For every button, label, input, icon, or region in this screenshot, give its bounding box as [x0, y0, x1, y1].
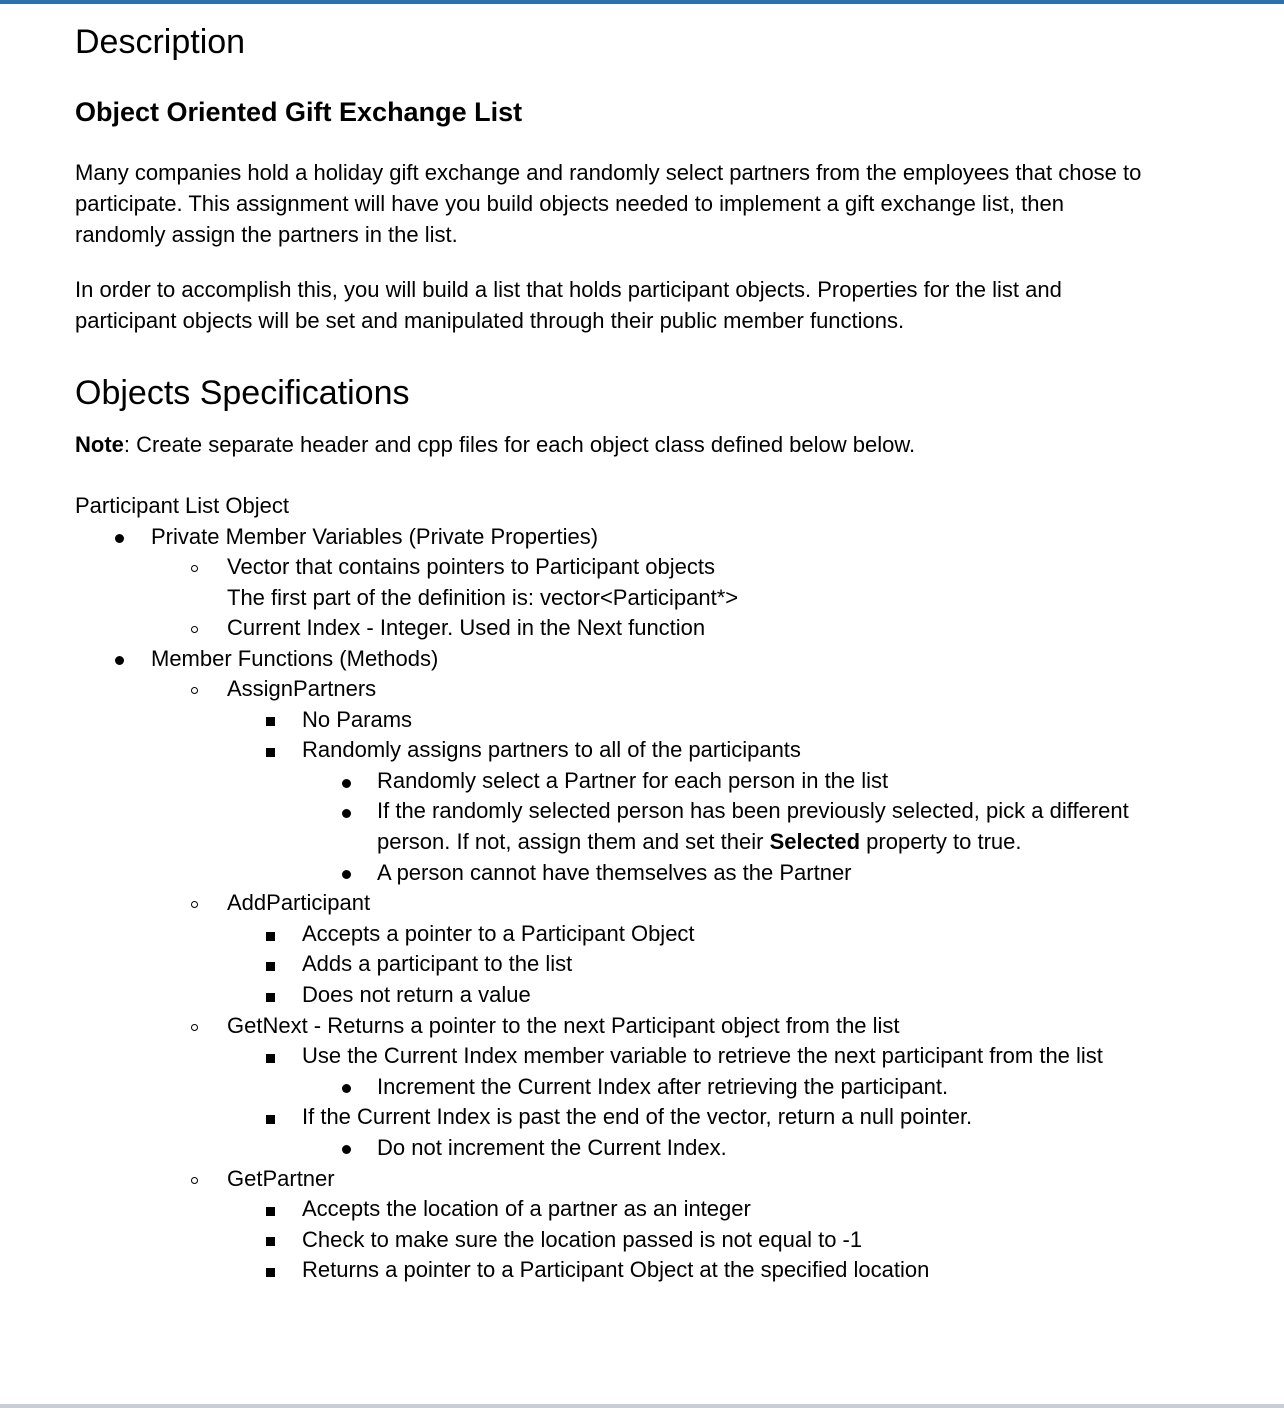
document-title: Object Oriented Gift Exchange List — [75, 97, 523, 127]
assign-sub-item: A person cannot have themselves as the Partner — [377, 860, 852, 885]
bullet-icon — [115, 534, 124, 543]
bullet-icon — [342, 870, 351, 879]
square-bullet-icon — [266, 962, 275, 971]
object-title: Participant List Object — [75, 493, 289, 518]
private-vars-label: Private Member Variables (Private Properties) — [151, 524, 599, 549]
intro-p1-line: randomly assign the partners in the list. — [75, 222, 458, 247]
method-get-partner: GetPartner — [227, 1166, 335, 1191]
square-bullet-icon — [266, 1237, 275, 1246]
bullet-icon — [342, 809, 351, 818]
circle-bullet-icon — [191, 901, 198, 908]
private-var-item: The first part of the definition is: vector<Participant*> — [227, 585, 739, 610]
bullet-icon — [342, 1084, 351, 1093]
add-item: Adds a participant to the list — [302, 951, 573, 976]
method-assign-partners: AssignPartners — [227, 676, 377, 701]
circle-bullet-icon — [191, 1024, 198, 1031]
assign-sub-item: Randomly select a Partner for each person in the list — [377, 768, 889, 793]
add-item: Does not return a value — [302, 982, 531, 1007]
square-bullet-icon — [266, 932, 275, 941]
getnext-sub-item: Increment the Current Index after retrieving the participant. — [377, 1074, 949, 1099]
square-bullet-icon — [266, 1115, 275, 1124]
getpartner-item: Check to make sure the location passed is not equal to -1 — [302, 1227, 863, 1252]
method-get-next: GetNext - Returns a pointer to the next Participant object from the list — [227, 1013, 900, 1038]
bullet-icon — [115, 656, 124, 665]
square-bullet-icon — [266, 993, 275, 1002]
method-add-participant: AddParticipant — [227, 890, 371, 915]
square-bullet-icon — [266, 717, 275, 726]
private-var-item: Current Index - Integer. Used in the Next function — [227, 615, 706, 640]
assign-sub-item: If the randomly selected person has been previously selected, pick a different — [377, 798, 1129, 823]
intro-p2-line: In order to accomplish this, you will build a list that holds participant objects. Properties for the list and — [75, 277, 1062, 302]
note-label: Note — [75, 432, 124, 457]
square-bullet-icon — [266, 1207, 275, 1216]
add-item: Accepts a pointer to a Participant Object — [302, 921, 695, 946]
intro-paragraph-2 — [75, 274, 1062, 336]
assign-sub2-post: property to true. — [860, 829, 1022, 854]
square-bullet-icon — [266, 1054, 275, 1063]
private-var-item: Vector that contains pointers to Participant objects — [227, 554, 715, 579]
getnext-sub-item: Do not increment the Current Index. — [377, 1135, 727, 1160]
selected-keyword: Selected — [769, 829, 861, 854]
spec-heading: Objects Specifications — [75, 374, 410, 412]
circle-bullet-icon — [191, 626, 198, 633]
bullet-icon — [342, 779, 351, 788]
getpartner-item: Accepts the location of a partner as an integer — [302, 1196, 751, 1221]
page-heading: Description — [75, 23, 246, 61]
getpartner-item: Returns a pointer to a Participant Object at the specified location — [302, 1257, 930, 1282]
assign-description: Randomly assigns partners to all of the participants — [302, 737, 801, 762]
top-accent-bar — [0, 0, 1284, 4]
getnext-item: Use the Current Index member variable to retrieve the next participant from the list — [302, 1043, 1103, 1068]
circle-bullet-icon — [191, 565, 198, 572]
note-line — [75, 432, 915, 458]
methods-label: Member Functions (Methods) — [151, 646, 439, 671]
square-bullet-icon — [266, 1268, 275, 1277]
circle-bullet-icon — [191, 687, 198, 694]
bottom-divider — [0, 1404, 1284, 1408]
assign-sub-item-cont — [377, 829, 1021, 855]
intro-p1-line: participate. This assignment will have you build objects needed to implement a gift exchange list, then — [75, 191, 1064, 216]
assign-sub2-pre: person. If not, assign them and set their — [377, 829, 770, 854]
getnext-item: If the Current Index is past the end of the vector, return a null pointer. — [302, 1104, 973, 1129]
assign-params: No Params — [302, 707, 413, 732]
square-bullet-icon — [266, 748, 275, 757]
intro-paragraph-1 — [75, 157, 1141, 250]
intro-p2-line: participant objects will be set and manipulated through their public member functions. — [75, 308, 905, 333]
note-text: : Create separate header and cpp files for each object class defined below below. — [123, 432, 916, 457]
intro-p1-line: Many companies hold a holiday gift exchange and randomly select partners from the employees that chose to — [75, 160, 1142, 185]
circle-bullet-icon — [191, 1177, 198, 1184]
bullet-icon — [342, 1145, 351, 1154]
